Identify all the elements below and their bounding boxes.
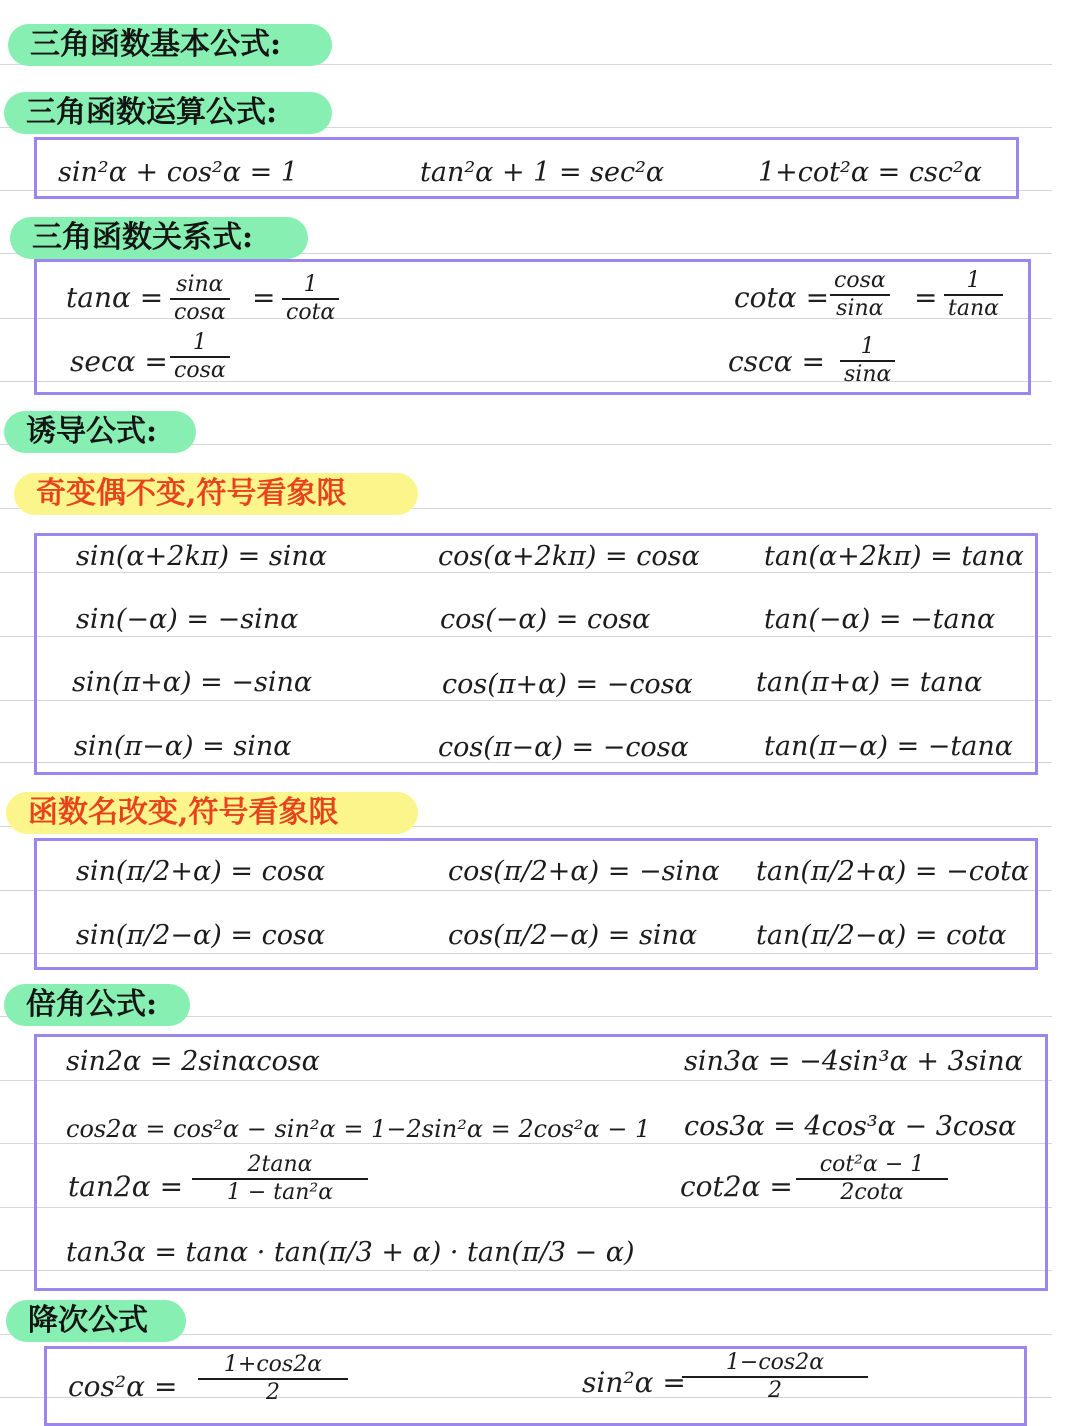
induction-sin-row-2: sin(−α) = −sinα xyxy=(76,604,299,635)
fraction-numerator: sinα xyxy=(170,272,230,300)
fraction-denominator: sinα xyxy=(844,362,892,387)
fraction-numerator: cot²α − 1 xyxy=(796,1152,948,1180)
heading-reduction: 降次公式 xyxy=(6,1300,186,1342)
fraction-numerator: 2tanα xyxy=(192,1152,368,1180)
fraction-denominator: cosα xyxy=(174,300,226,325)
cofunction-cos-plus: cos(π/2+α) = −sinα xyxy=(448,856,720,887)
formula-tan3a: tan3α = tanα · tan(π/3 + α) · tan(π/3 − α) xyxy=(66,1237,635,1268)
induction-cos-row-4: cos(π−α) = −cosα xyxy=(438,732,689,763)
cot-fraction-cos-sin xyxy=(830,268,890,322)
cos-square-fraction xyxy=(198,1352,348,1406)
formula-tan-sec: tan²α + 1 = sec²α xyxy=(420,157,665,188)
fraction-numerator: 1+cos2α xyxy=(198,1352,348,1380)
heading-basic: 三角函数基本公式: xyxy=(8,24,332,66)
fraction-numerator: cosα xyxy=(830,268,890,296)
heading-induction: 诱导公式: xyxy=(4,411,196,453)
induction-tan-row-3: tan(π+α) = tanα xyxy=(756,667,983,698)
tan-fraction-one-over-cot xyxy=(282,272,339,326)
cofunction-tan-plus: tan(π/2+α) = −cotα xyxy=(756,856,1030,887)
cofunction-sin-plus: sin(π/2+α) = cosα xyxy=(76,856,326,887)
cofunction-cos-minus: cos(π/2−α) = sinα xyxy=(448,920,698,951)
formula-sin2a: sin2α = 2sinαcosα xyxy=(66,1046,320,1077)
sin-square-lhs: sin²α = xyxy=(582,1366,686,1399)
cos-square-lhs: cos²α = xyxy=(68,1370,178,1403)
induction-cos-row-2: cos(−α) = cosα xyxy=(440,604,651,635)
fraction-denominator: 2 xyxy=(768,1378,782,1403)
fraction-numerator: 1 xyxy=(170,330,230,358)
cot2a-lhs: cot2α = xyxy=(680,1170,793,1203)
induction-sin-row-3: sin(π+α) = −sinα xyxy=(72,667,313,698)
fraction-denominator: cotα xyxy=(286,300,336,325)
reduction-box xyxy=(44,1346,1027,1426)
equals-sign: = xyxy=(252,281,276,314)
csc-definition-lhs: cscα = xyxy=(728,345,826,378)
cofunction-sin-minus: sin(π/2−α) = cosα xyxy=(76,920,326,951)
fraction-denominator: sinα xyxy=(836,296,884,321)
heading-double-angle: 倍角公式: xyxy=(4,984,190,1026)
fraction-denominator: 1 − tan²α xyxy=(226,1180,334,1205)
fraction-denominator: tanα xyxy=(948,296,999,321)
formula-cot-csc: 1+cot²α = csc²α xyxy=(758,157,983,188)
heading-operation: 三角函数运算公式: xyxy=(4,92,332,134)
fraction-numerator: 1 xyxy=(282,272,339,300)
heading-rule-odd-even: 奇变偶不变,符号看象限 xyxy=(14,473,418,515)
tan-fraction-sin-cos xyxy=(170,272,230,326)
cot-definition-lhs: cotα = xyxy=(734,281,830,314)
induction-tan-row-2: tan(−α) = −tanα xyxy=(764,604,996,635)
equals-sign: = xyxy=(914,281,938,314)
cofunction-tan-minus: tan(π/2−α) = cotα xyxy=(756,920,1007,951)
formula-pythagorean: sin²α + cos²α = 1 xyxy=(58,157,298,188)
fraction-denominator: 2cotα xyxy=(840,1180,904,1205)
sec-definition-lhs: secα = xyxy=(70,345,168,378)
cot-fraction-one-over-tan xyxy=(944,268,1003,322)
fraction-numerator: 1 xyxy=(840,334,895,362)
induction-sin-row-1: sin(α+2kπ) = sinα xyxy=(76,541,327,572)
tan-definition-lhs: tanα = xyxy=(66,281,164,314)
formula-cos2a: cos2α = cos²α − sin²α = 1−2sin²α = 2cos²α − 1 xyxy=(66,1115,651,1143)
formula-sin3a: sin3α = −4sin³α + 3sinα xyxy=(684,1046,1023,1077)
sin-square-fraction xyxy=(682,1350,868,1404)
fraction-denominator: cosα xyxy=(174,358,226,383)
induction-sin-row-4: sin(π−α) = sinα xyxy=(74,731,292,762)
sec-fraction xyxy=(170,330,230,384)
fraction-numerator: 1−cos2α xyxy=(682,1350,868,1378)
cot2a-fraction xyxy=(796,1152,948,1206)
tan2a-fraction xyxy=(192,1152,368,1206)
tan2a-lhs: tan2α = xyxy=(68,1170,184,1203)
heading-relation: 三角函数关系式: xyxy=(10,217,308,259)
induction-tan-row-4: tan(π−α) = −tanα xyxy=(764,731,1013,762)
induction-cos-row-3: cos(π+α) = −cosα xyxy=(442,669,693,700)
fraction-denominator: 2 xyxy=(266,1380,280,1405)
formula-cos3a: cos3α = 4cos³α − 3cosα xyxy=(684,1111,1017,1142)
csc-fraction xyxy=(840,334,895,388)
heading-rule-name-change: 函数名改变,符号看象限 xyxy=(6,792,418,834)
fraction-numerator: 1 xyxy=(944,268,1003,296)
induction-cos-row-1: cos(α+2kπ) = cosα xyxy=(438,541,700,572)
induction-tan-row-1: tan(α+2kπ) = tanα xyxy=(764,541,1024,572)
